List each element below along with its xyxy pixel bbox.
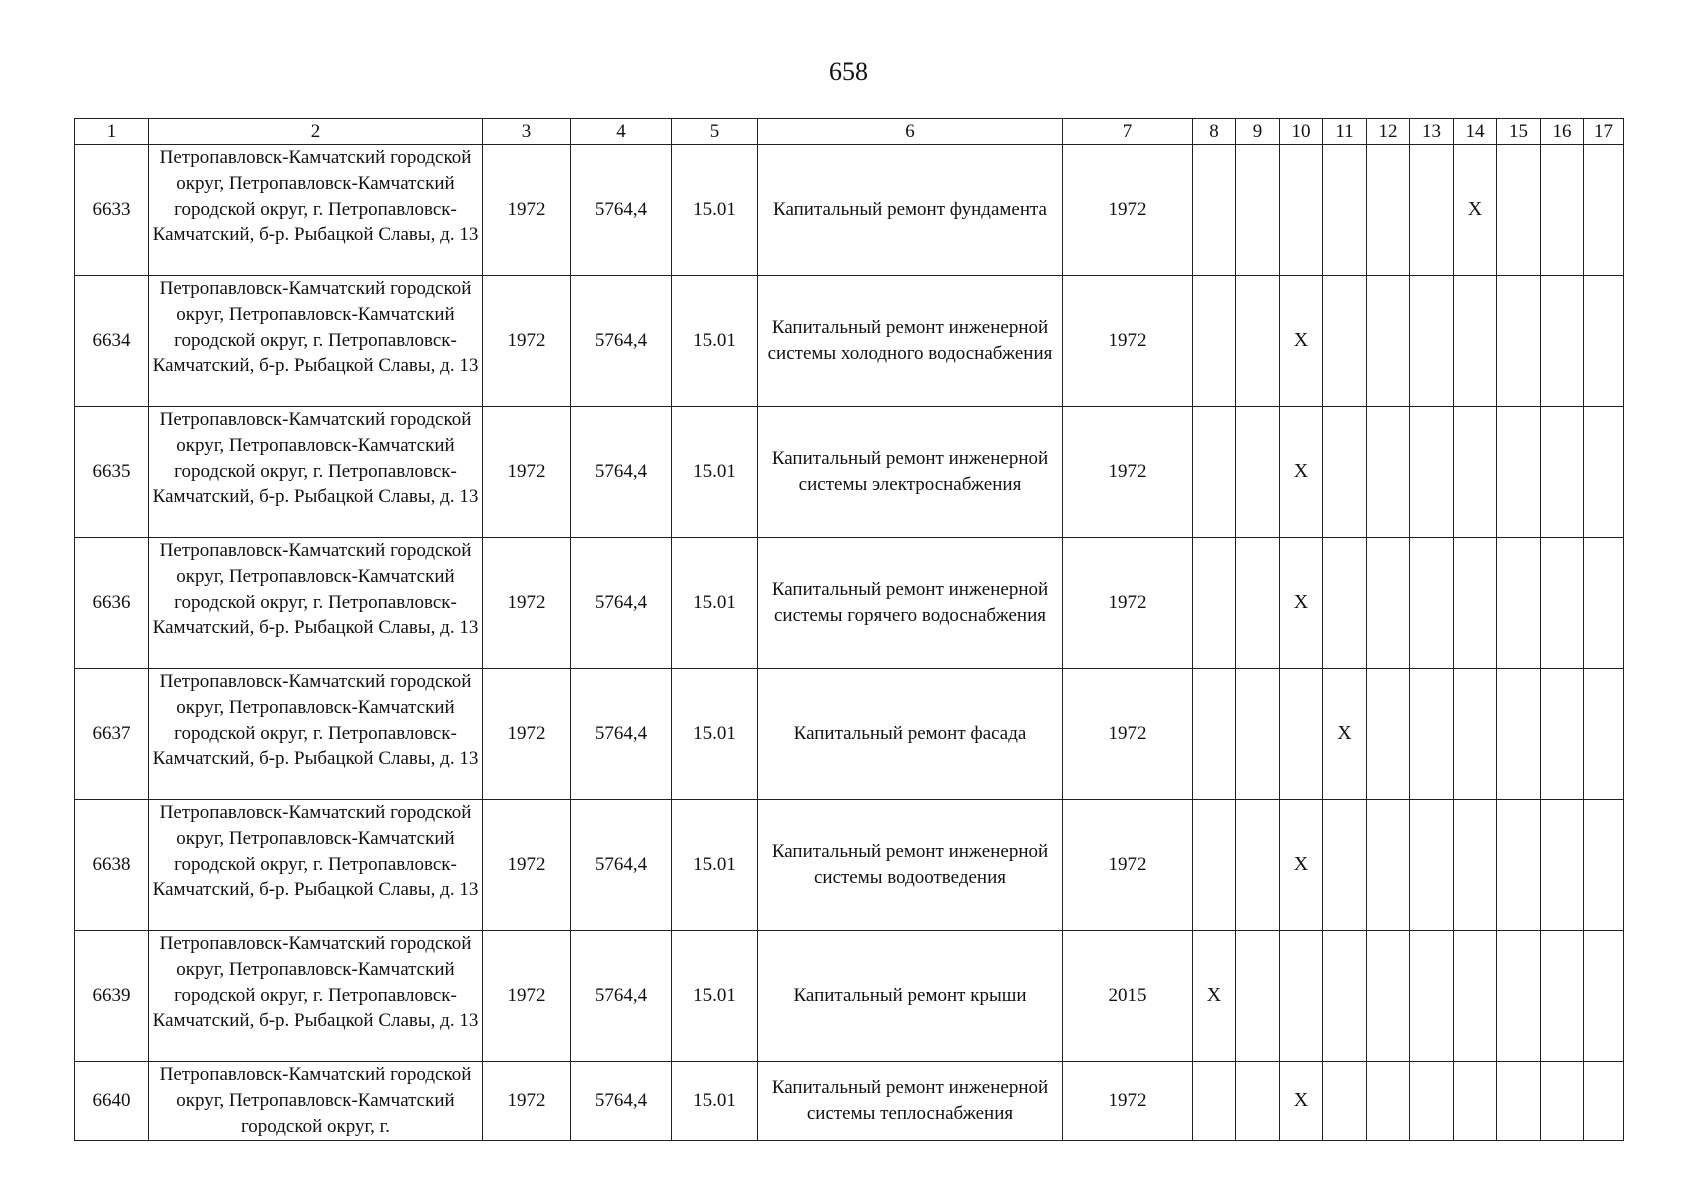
year-built-cell: 1972 (483, 1062, 571, 1141)
area-cell: 5764,4 (571, 145, 672, 276)
column-header: 11 (1323, 119, 1367, 145)
row-number: 6638 (75, 800, 149, 931)
mark-cell (1497, 538, 1541, 669)
mark-cell (1410, 538, 1454, 669)
address-cell: Петропавловск-Камчатский городской округ, Петропавловск-Камчатский городской округ, г. Петропавловск-Камчатский, б-р. Рыбацкой Славы, д. 13 (149, 800, 483, 931)
mark-cell (1541, 1062, 1584, 1141)
work-type-cell: Капитальный ремонт фундамента (758, 145, 1063, 276)
mark-cell (1323, 276, 1367, 407)
work-type-cell: Капитальный ремонт инженерной системы горячего водоснабжения (758, 538, 1063, 669)
mark-cell (1410, 800, 1454, 931)
mark-cell (1541, 145, 1584, 276)
table-row (75, 407, 1624, 538)
planned-year-cell: 1972 (1063, 407, 1193, 538)
mark-cell (1323, 407, 1367, 538)
mark-cell (1584, 276, 1624, 407)
row-number: 6634 (75, 276, 149, 407)
row-number: 6636 (75, 538, 149, 669)
code-cell: 15.01 (672, 276, 758, 407)
planned-year-cell: 1972 (1063, 145, 1193, 276)
address-cell: Петропавловск-Камчатский городской округ, Петропавловск-Камчатский городской округ, г. Петропавловск-Камчатский, б-р. Рыбацкой Славы, д. 13 (149, 407, 483, 538)
mark-cell (1236, 538, 1280, 669)
mark-cell (1280, 669, 1323, 800)
mark-cell (1410, 931, 1454, 1062)
repair-register-table (74, 118, 1624, 1141)
mark-cell (1497, 931, 1541, 1062)
mark-cell (1454, 276, 1497, 407)
mark-cell (1280, 931, 1323, 1062)
mark-cell (1497, 276, 1541, 407)
mark-cell (1236, 1062, 1280, 1141)
work-type-cell: Капитальный ремонт инженерной системы электроснабжения (758, 407, 1063, 538)
mark-cell (1236, 276, 1280, 407)
mark-cell (1410, 276, 1454, 407)
code-cell: 15.01 (672, 145, 758, 276)
mark-cell (1367, 931, 1410, 1062)
page-number: 658 (829, 57, 868, 86)
row-number: 6640 (75, 1062, 149, 1141)
mark-cell (1541, 407, 1584, 538)
mark-cell (1236, 800, 1280, 931)
mark-cell (1193, 145, 1236, 276)
code-cell: 15.01 (672, 800, 758, 931)
mark-cell (1367, 800, 1410, 931)
row-number: 6633 (75, 145, 149, 276)
year-built-cell: 1972 (483, 800, 571, 931)
planned-year-cell: 2015 (1063, 931, 1193, 1062)
mark-cell (1541, 538, 1584, 669)
mark-cell (1193, 407, 1236, 538)
area-cell: 5764,4 (571, 669, 672, 800)
column-header: 4 (571, 119, 672, 145)
mark-cell (1323, 1062, 1367, 1141)
mark-cell (1367, 538, 1410, 669)
address-cell: Петропавловск-Камчатский городской округ, Петропавловск-Камчатский городской округ, г. Петропавловск-Камчатский, б-р. Рыбацкой Славы, д. 13 (149, 276, 483, 407)
mark-cell (1410, 145, 1454, 276)
code-cell: 15.01 (672, 931, 758, 1062)
column-header: 12 (1367, 119, 1410, 145)
mark-cell (1367, 1062, 1410, 1141)
mark-cell (1584, 538, 1624, 669)
mark-cell (1236, 669, 1280, 800)
mark-cell (1497, 669, 1541, 800)
year-built-cell: 1972 (483, 669, 571, 800)
row-number: 6635 (75, 407, 149, 538)
mark-cell (1541, 931, 1584, 1062)
mark-cell (1541, 276, 1584, 407)
mark-cell (1584, 931, 1624, 1062)
mark-cell (1454, 538, 1497, 669)
mark-cell (1236, 931, 1280, 1062)
code-cell: 15.01 (672, 1062, 758, 1141)
mark-cell (1236, 407, 1280, 538)
column-header: 6 (758, 119, 1063, 145)
mark-cell: X (1280, 538, 1323, 669)
column-header: 13 (1410, 119, 1454, 145)
mark-cell: X (1280, 407, 1323, 538)
code-cell: 15.01 (672, 407, 758, 538)
column-header: 5 (672, 119, 758, 145)
column-header: 15 (1497, 119, 1541, 145)
mark-cell (1193, 669, 1236, 800)
code-cell: 15.01 (672, 538, 758, 669)
mark-cell (1367, 276, 1410, 407)
mark-cell: X (1280, 276, 1323, 407)
work-type-cell: Капитальный ремонт крыши (758, 931, 1063, 1062)
column-header: 1 (75, 119, 149, 145)
address-cell: Петропавловск-Камчатский городской округ, Петропавловск-Камчатский городской округ, г. (149, 1062, 483, 1141)
mark-cell (1193, 538, 1236, 669)
mark-cell (1280, 145, 1323, 276)
mark-cell (1584, 1062, 1624, 1141)
area-cell: 5764,4 (571, 800, 672, 931)
mark-cell (1584, 145, 1624, 276)
mark-cell (1584, 407, 1624, 538)
mark-cell (1584, 669, 1624, 800)
address-cell: Петропавловск-Камчатский городской округ, Петропавловск-Камчатский городской округ, г. Петропавловск-Камчатский, б-р. Рыбацкой Славы, д. 13 (149, 145, 483, 276)
area-cell: 5764,4 (571, 1062, 672, 1141)
address-cell: Петропавловск-Камчатский городской округ, Петропавловск-Камчатский городской округ, г. Петропавловск-Камчатский, б-р. Рыбацкой Славы, д. 13 (149, 931, 483, 1062)
mark-cell (1454, 407, 1497, 538)
year-built-cell: 1972 (483, 145, 571, 276)
column-header: 9 (1236, 119, 1280, 145)
mark-cell (1541, 669, 1584, 800)
header-row (75, 119, 1624, 145)
mark-cell: X (1454, 145, 1497, 276)
table-row (75, 276, 1624, 407)
mark-cell (1497, 407, 1541, 538)
work-type-cell: Капитальный ремонт фасада (758, 669, 1063, 800)
mark-cell (1584, 800, 1624, 931)
mark-cell (1193, 276, 1236, 407)
mark-cell (1236, 145, 1280, 276)
table-row (75, 931, 1624, 1062)
planned-year-cell: 1972 (1063, 276, 1193, 407)
column-header: 8 (1193, 119, 1236, 145)
column-header: 3 (483, 119, 571, 145)
mark-cell (1193, 1062, 1236, 1141)
mark-cell (1454, 1062, 1497, 1141)
mark-cell: X (1193, 931, 1236, 1062)
address-cell: Петропавловск-Камчатский городской округ, Петропавловск-Камчатский городской округ, г. Петропавловск-Камчатский, б-р. Рыбацкой Славы, д. 13 (149, 669, 483, 800)
mark-cell: X (1280, 1062, 1323, 1141)
mark-cell (1323, 800, 1367, 931)
table-row (75, 1062, 1624, 1141)
mark-cell (1323, 145, 1367, 276)
mark-cell (1367, 145, 1410, 276)
mark-cell (1454, 800, 1497, 931)
area-cell: 5764,4 (571, 407, 672, 538)
row-number: 6637 (75, 669, 149, 800)
code-cell: 15.01 (672, 669, 758, 800)
mark-cell (1541, 800, 1584, 931)
table-row (75, 145, 1624, 276)
mark-cell (1497, 1062, 1541, 1141)
planned-year-cell: 1972 (1063, 800, 1193, 931)
planned-year-cell: 1972 (1063, 669, 1193, 800)
planned-year-cell: 1972 (1063, 538, 1193, 669)
mark-cell (1193, 800, 1236, 931)
column-header: 14 (1454, 119, 1497, 145)
year-built-cell: 1972 (483, 931, 571, 1062)
mark-cell (1323, 931, 1367, 1062)
column-header: 16 (1541, 119, 1584, 145)
mark-cell (1410, 669, 1454, 800)
column-header: 10 (1280, 119, 1323, 145)
mark-cell: X (1280, 800, 1323, 931)
mark-cell (1497, 800, 1541, 931)
table-row (75, 800, 1624, 931)
year-built-cell: 1972 (483, 538, 571, 669)
mark-cell: X (1323, 669, 1367, 800)
mark-cell (1454, 931, 1497, 1062)
column-header: 17 (1584, 119, 1624, 145)
column-header: 7 (1063, 119, 1193, 145)
mark-cell (1367, 669, 1410, 800)
table-row (75, 538, 1624, 669)
area-cell: 5764,4 (571, 276, 672, 407)
work-type-cell: Капитальный ремонт инженерной системы холодного водоснабжения (758, 276, 1063, 407)
row-number: 6639 (75, 931, 149, 1062)
work-type-cell: Капитальный ремонт инженерной системы теплоснабжения (758, 1062, 1063, 1141)
year-built-cell: 1972 (483, 276, 571, 407)
mark-cell (1497, 145, 1541, 276)
table-row (75, 669, 1624, 800)
mark-cell (1410, 1062, 1454, 1141)
mark-cell (1323, 538, 1367, 669)
mark-cell (1367, 407, 1410, 538)
year-built-cell: 1972 (483, 407, 571, 538)
area-cell: 5764,4 (571, 931, 672, 1062)
address-cell: Петропавловск-Камчатский городской округ, Петропавловск-Камчатский городской округ, г. Петропавловск-Камчатский, б-р. Рыбацкой Славы, д. 13 (149, 538, 483, 669)
mark-cell (1410, 407, 1454, 538)
column-header: 2 (149, 119, 483, 145)
mark-cell (1454, 669, 1497, 800)
planned-year-cell: 1972 (1063, 1062, 1193, 1141)
area-cell: 5764,4 (571, 538, 672, 669)
work-type-cell: Капитальный ремонт инженерной системы водоотведения (758, 800, 1063, 931)
